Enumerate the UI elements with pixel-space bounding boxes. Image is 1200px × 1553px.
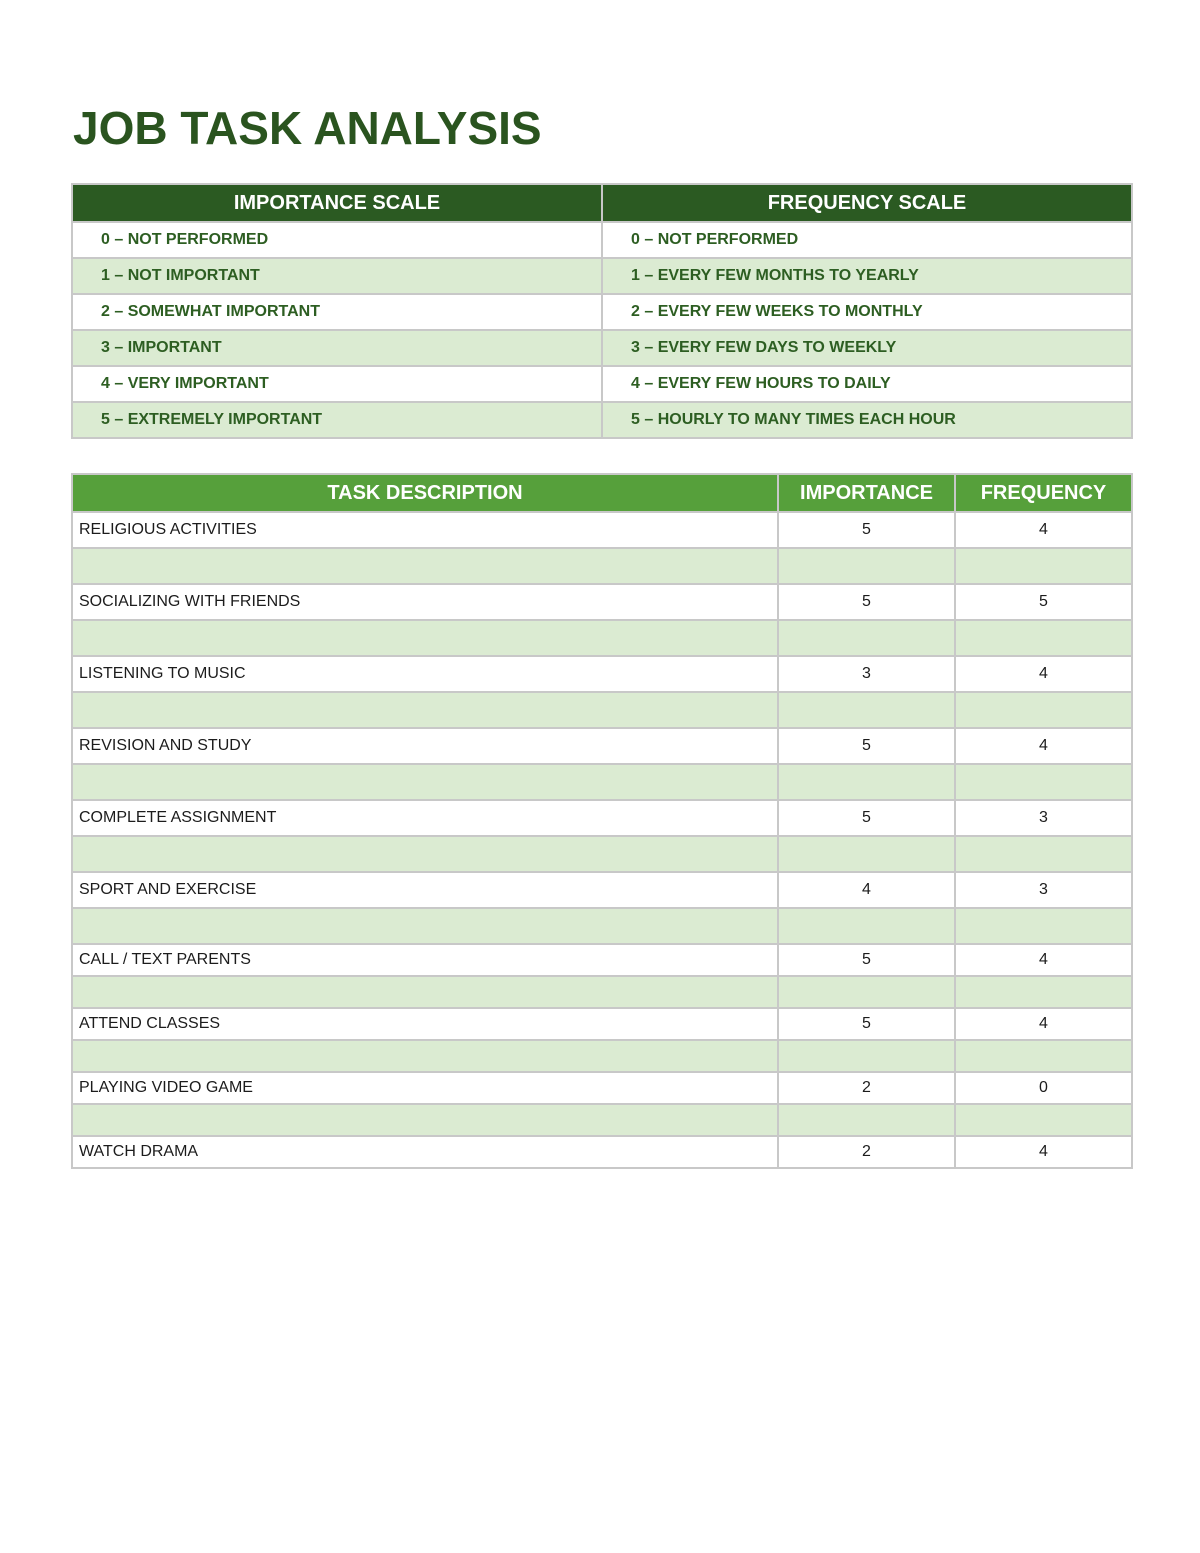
scale-row <box>72 222 1132 258</box>
blank-cell <box>955 692 1132 728</box>
scale-row <box>72 402 1132 438</box>
blank-cell <box>72 1040 778 1072</box>
task-frequency: 4 <box>955 1136 1132 1168</box>
blank-cell <box>778 1104 955 1136</box>
task-description: PLAYING VIDEO GAME <box>72 1072 778 1104</box>
spacer-row <box>72 692 1132 728</box>
spacer-row <box>72 548 1132 584</box>
importance-header: IMPORTANCE <box>778 474 955 512</box>
blank-cell <box>778 692 955 728</box>
task-description: CALL / TEXT PARENTS <box>72 944 778 976</box>
task-row <box>72 872 1132 908</box>
blank-cell <box>72 620 778 656</box>
task-row <box>72 1072 1132 1104</box>
blank-cell <box>72 764 778 800</box>
task-description-header: TASK DESCRIPTION <box>72 474 778 512</box>
task-description: ATTEND CLASSES <box>72 1008 778 1040</box>
frequency-scale-item: 4 – EVERY FEW HOURS TO DAILY <box>602 366 1132 402</box>
task-frequency: 4 <box>955 944 1132 976</box>
blank-cell <box>72 836 778 872</box>
task-frequency: 0 <box>955 1072 1132 1104</box>
blank-cell <box>955 764 1132 800</box>
spacer-row <box>72 620 1132 656</box>
task-table <box>71 473 1133 1169</box>
task-importance: 5 <box>778 1008 955 1040</box>
blank-cell <box>955 548 1132 584</box>
task-row <box>72 512 1132 548</box>
task-importance: 5 <box>778 800 955 836</box>
importance-scale-item: 5 – EXTREMELY IMPORTANT <box>72 402 602 438</box>
task-frequency: 3 <box>955 800 1132 836</box>
blank-cell <box>778 976 955 1008</box>
task-description: WATCH DRAMA <box>72 1136 778 1168</box>
task-frequency: 4 <box>955 728 1132 764</box>
task-description: SOCIALIZING WITH FRIENDS <box>72 584 778 620</box>
scale-row <box>72 258 1132 294</box>
blank-cell <box>955 1040 1132 1072</box>
page-title: JOB TASK ANALYSIS <box>73 102 542 154</box>
task-row <box>72 584 1132 620</box>
task-importance: 5 <box>778 728 955 764</box>
task-importance: 4 <box>778 872 955 908</box>
blank-cell <box>72 692 778 728</box>
task-importance: 5 <box>778 944 955 976</box>
task-row <box>72 656 1132 692</box>
importance-scale-item: 2 – SOMEWHAT IMPORTANT <box>72 294 602 330</box>
blank-cell <box>955 836 1132 872</box>
blank-cell <box>778 1040 955 1072</box>
task-row <box>72 1136 1132 1168</box>
frequency-scale-item: 5 – HOURLY TO MANY TIMES EACH HOUR <box>602 402 1132 438</box>
task-importance: 2 <box>778 1136 955 1168</box>
blank-cell <box>72 976 778 1008</box>
importance-scale-item: 3 – IMPORTANT <box>72 330 602 366</box>
scale-row <box>72 330 1132 366</box>
task-frequency: 5 <box>955 584 1132 620</box>
task-description: SPORT AND EXERCISE <box>72 872 778 908</box>
blank-cell <box>72 548 778 584</box>
task-importance: 3 <box>778 656 955 692</box>
frequency-header: FREQUENCY <box>955 474 1132 512</box>
frequency-scale-item: 1 – EVERY FEW MONTHS TO YEARLY <box>602 258 1132 294</box>
blank-cell <box>778 620 955 656</box>
importance-scale-item: 4 – VERY IMPORTANT <box>72 366 602 402</box>
spacer-row <box>72 1104 1132 1136</box>
blank-cell <box>955 908 1132 944</box>
blank-cell <box>955 620 1132 656</box>
task-description: REVISION AND STUDY <box>72 728 778 764</box>
task-importance: 5 <box>778 512 955 548</box>
task-frequency: 3 <box>955 872 1132 908</box>
blank-cell <box>778 764 955 800</box>
task-importance: 5 <box>778 584 955 620</box>
blank-cell <box>778 836 955 872</box>
frequency-scale-item: 2 – EVERY FEW WEEKS TO MONTHLY <box>602 294 1132 330</box>
spacer-row <box>72 908 1132 944</box>
frequency-scale-header: FREQUENCY SCALE <box>602 184 1132 222</box>
frequency-scale-item: 3 – EVERY FEW DAYS TO WEEKLY <box>602 330 1132 366</box>
frequency-scale-item: 0 – NOT PERFORMED <box>602 222 1132 258</box>
blank-cell <box>72 908 778 944</box>
scale-row <box>72 294 1132 330</box>
spacer-row <box>72 1040 1132 1072</box>
blank-cell <box>778 548 955 584</box>
importance-scale-item: 1 – NOT IMPORTANT <box>72 258 602 294</box>
scale-table <box>71 183 1133 439</box>
task-row <box>72 944 1132 976</box>
blank-cell <box>955 1104 1132 1136</box>
blank-cell <box>778 908 955 944</box>
task-description: LISTENING TO MUSIC <box>72 656 778 692</box>
spacer-row <box>72 764 1132 800</box>
task-frequency: 4 <box>955 512 1132 548</box>
task-row <box>72 800 1132 836</box>
blank-cell <box>72 1104 778 1136</box>
task-frequency: 4 <box>955 1008 1132 1040</box>
task-row <box>72 1008 1132 1040</box>
task-importance: 2 <box>778 1072 955 1104</box>
task-header-row <box>72 474 1132 512</box>
task-description: RELIGIOUS ACTIVITIES <box>72 512 778 548</box>
spacer-row <box>72 976 1132 1008</box>
scale-header-row <box>72 184 1132 222</box>
spacer-row <box>72 836 1132 872</box>
task-row <box>72 728 1132 764</box>
task-frequency: 4 <box>955 656 1132 692</box>
task-description: COMPLETE ASSIGNMENT <box>72 800 778 836</box>
importance-scale-header: IMPORTANCE SCALE <box>72 184 602 222</box>
blank-cell <box>955 976 1132 1008</box>
scale-row <box>72 366 1132 402</box>
importance-scale-item: 0 – NOT PERFORMED <box>72 222 602 258</box>
